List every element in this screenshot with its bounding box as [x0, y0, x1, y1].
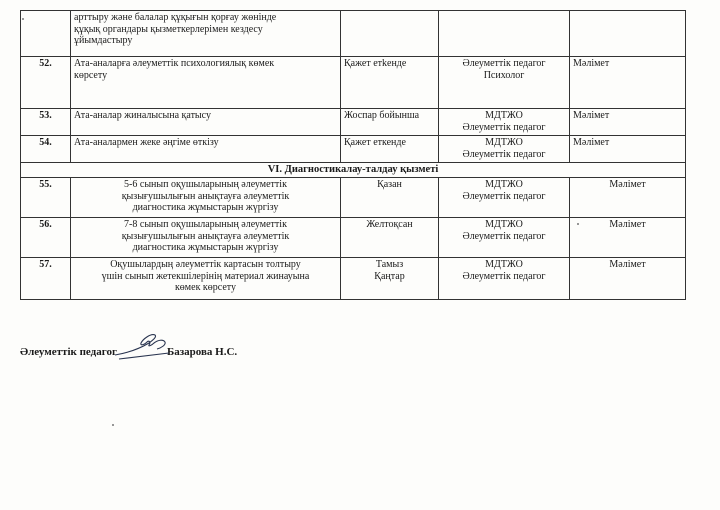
cell-line: үшін сынып жетекшілерінің материал жинауына	[101, 270, 310, 282]
row-number: 52.	[21, 57, 71, 109]
cell-line: Қажет еткенде	[344, 137, 406, 148]
cell-line: Әлеуметтік педагог	[462, 230, 546, 242]
result-cell: Мәлімет	[570, 136, 686, 163]
row-number: 53.	[21, 109, 71, 136]
signer-role: Әлеуметтік педагог	[20, 346, 117, 358]
cell-line: 7-8 сынып оқушыларының әлеуметтік	[124, 219, 287, 231]
time-cell	[341, 57, 439, 109]
cell-line: Ата-аналар жиналысына қатысу	[74, 110, 211, 121]
time-cell	[341, 136, 439, 163]
responsible-cell	[439, 178, 570, 218]
result-cell: Мәлімет	[570, 178, 686, 218]
responsible-cell	[439, 218, 570, 258]
activity-cell	[71, 11, 341, 57]
scan-speck	[112, 424, 114, 426]
cell-line: Қажет етkенде	[344, 58, 407, 69]
result-cell: Мәлімет	[570, 218, 686, 258]
cell-line: Желтоқсан	[366, 219, 413, 231]
row-number: 55.	[21, 178, 71, 218]
cell-line: Қазан	[377, 179, 402, 191]
cell-line: 5-6 сынып оқушыларының әлеуметтік	[124, 179, 287, 191]
responsible-cell	[439, 11, 570, 57]
cell-line: Жоспар бойынша	[344, 110, 420, 121]
result-cell: Мәлімет	[570, 109, 686, 136]
cell-line: ұйымдастыру	[74, 35, 133, 46]
section-row	[21, 163, 686, 178]
table-row	[21, 136, 686, 163]
plan-table	[20, 10, 686, 300]
time-cell	[341, 11, 439, 57]
activity-cell	[71, 57, 341, 109]
signature-line	[20, 337, 237, 361]
responsible-cell	[439, 57, 570, 109]
row-number: 57.	[21, 258, 71, 300]
cell-line: диагностика жұмыстарын жүргізу	[132, 242, 279, 254]
activity-cell	[71, 258, 341, 300]
row-number: 56.	[21, 218, 71, 258]
table-row	[21, 109, 686, 136]
responsible-cell	[439, 136, 570, 163]
cell-line: құқық органдары қызметкерлерімен кездесу	[74, 23, 263, 35]
table-row	[21, 258, 686, 300]
scan-speck	[22, 18, 24, 20]
time-cell	[341, 258, 439, 300]
activity-cell	[71, 178, 341, 218]
cell-line: МДТЖО	[485, 110, 523, 121]
row-number	[21, 11, 71, 57]
cell-line: қызығушылығын анықтауға әлеуметтік	[121, 190, 290, 202]
table-row	[21, 57, 686, 109]
cell-line: қызығушылығын анықтауға әлеуметтік	[121, 230, 290, 242]
scan-speck	[577, 223, 579, 225]
activity-cell	[71, 109, 341, 136]
table-row	[21, 178, 686, 218]
cell-line: көмек көрсету	[174, 282, 237, 294]
cell-line: Психолог	[483, 69, 525, 81]
responsible-cell	[439, 109, 570, 136]
activity-cell	[71, 136, 341, 163]
row-number: 54.	[21, 136, 71, 163]
cell-line: Әлеуметтік педагог	[462, 58, 546, 69]
time-cell	[341, 218, 439, 258]
cell-line: Қаңтар	[374, 270, 405, 282]
handwritten-signature	[117, 337, 167, 361]
cell-line: МДТЖО	[485, 179, 523, 191]
cell-line: диагностика жұмыстарын жүргізу	[132, 202, 279, 214]
table-row	[21, 218, 686, 258]
cell-line: Әлеуметтік педагог	[462, 148, 546, 160]
activity-cell	[71, 218, 341, 258]
responsible-cell	[439, 258, 570, 300]
result-cell: Мәлімет	[570, 258, 686, 300]
result-cell: Мәлімет	[570, 57, 686, 109]
cell-line: Ата-аналарға әлеуметтік психологиялық көмек	[74, 58, 275, 69]
time-cell	[341, 109, 439, 136]
cell-line: Әлеуметтік педагог	[462, 121, 546, 133]
cell-line: Тамыз	[375, 259, 404, 271]
cell-line: көрсету	[74, 69, 108, 81]
cell-line: МДТЖО	[485, 219, 523, 231]
cell-line: Әлеуметтік педагог	[462, 190, 546, 202]
section-title: VI. Диагностикалау-талдау қызметі	[21, 163, 686, 178]
time-cell	[341, 178, 439, 218]
cell-line: Әлеуметтік педагог	[462, 270, 546, 282]
cell-line: МДТЖО	[485, 259, 523, 271]
cell-line: МДТЖО	[485, 137, 523, 148]
cell-line: Ата-аналармен жеке әңгіме өткізу	[74, 137, 219, 148]
cell-line: арттыру және балалар құқығын қорғау жөнінде	[74, 12, 277, 23]
cell-line: Оқушылардың әлеуметтік картасын толтыру	[110, 259, 301, 271]
signer-name: Базарова Н.С.	[166, 346, 238, 358]
table-row	[21, 11, 686, 57]
result-cell	[570, 11, 686, 57]
